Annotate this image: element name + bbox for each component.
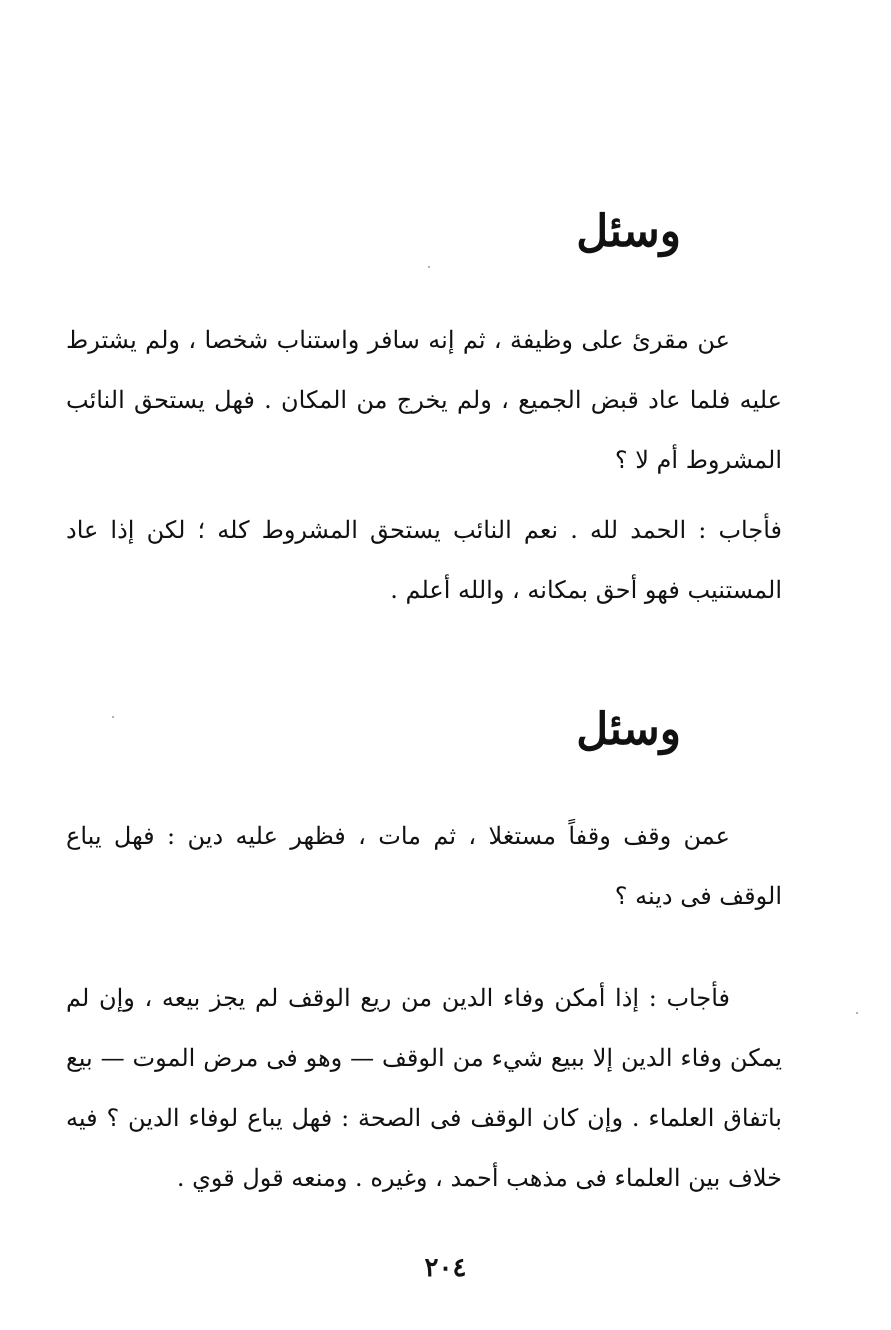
section-1-answer: فأجاب : الحمد لله . نعم النائب يستحق المشروط كله ؛ لكن إذا عاد المستنيب فهو أحق بمكانه ، والله أعلم . (66, 516, 782, 604)
section-2-question (66, 806, 782, 926)
scan-speck (856, 1012, 858, 1014)
section-1-question (66, 310, 782, 490)
page-number: ٢٠٤ (424, 1253, 467, 1283)
scan-speck (112, 716, 114, 718)
section-2-answer-text: فأجاب : إذا أمكن وفاء الدين من ريع الوقف لم يجز بيعه ، وإن لم يمكن وفاء الدين إلا ببيع شيء من الوقف — وهو فى مرض الموت — بيع باتفاق العلماء . وإن كان الوقف فى الصحة : فهل يباع لوفاء الدين ؟ فيه خلاف بين العلماء فى مذهب أحمد ، وغيره . ومنعه قول قوي . (66, 984, 782, 1192)
section-heading-2: وسئل (576, 704, 681, 755)
section-2-question-text: عمن وقف وقفاً مستغلا ، ثم مات ، فظهر عليه دين : فهل يباع الوقف فى دينه ؟ (66, 822, 782, 910)
section-2-answer (66, 968, 782, 1208)
section-heading-1: وسئل (576, 206, 681, 257)
scan-speck (428, 266, 430, 268)
section-1-question-text: عن مقرئ على وظيفة ، ثم إنه سافر واستناب شخصا ، ولم يشترط عليه فلما عاد قبض الجميع ، ولم يخرج من المكان . فهل يستحق النائب المشروط أم لا ؟ (66, 326, 782, 474)
